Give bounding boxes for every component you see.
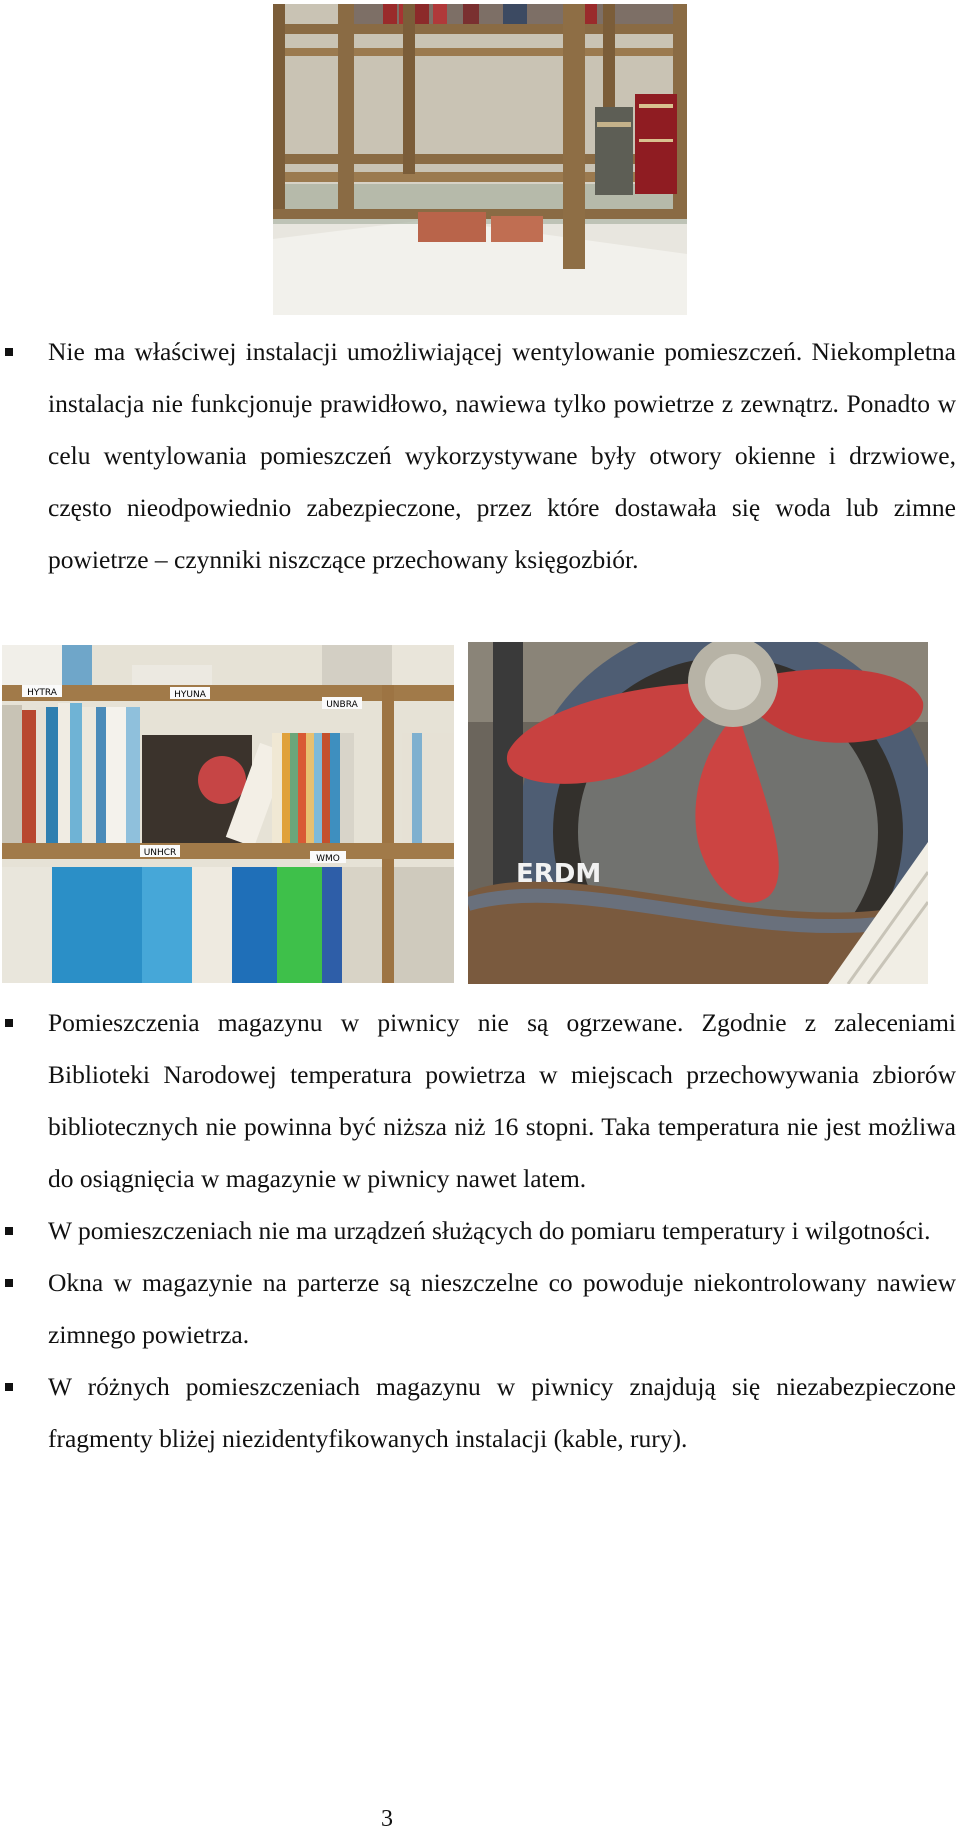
bookshelf-labels-icon: [2, 645, 454, 983]
bullet-text: Pomieszczenia magazynu w piwnicy nie są ogrzewane. Zgodnie z zaleceniami Biblioteki Narodowej temperatura powietrza w miejscach przechowywania zbiorów bibliotecznych nie powinna być niższa niż 16 stopni. Taka temperatura nie jest możliwa do osiągnięcia w magazynie w piwnicy nawet latem.: [48, 1008, 956, 1193]
ventilation-fan-photo: [468, 642, 928, 984]
bullet-item: [0, 1205, 960, 1257]
shelf-label: UNBRA: [326, 700, 358, 710]
bullet-text: Nie ma właściwej instalacji umożliwiającej wentylowanie pomieszczeń. Niekompletna instalacja nie funkcjonuje prawidłowo, nawiewa tylko powietrze z zewnątrz. Ponadto w celu wentylowania pomieszczeń wykorzystywane były otwory okienne i drzwiowe, często nieodpowiednio zabezpieczone, przez które dostawała się woda lub zimne powietrze – czynniki niszczące przechowany księgozbiór.: [48, 337, 956, 574]
basement-shelving-photo: [273, 4, 687, 315]
bullet-square-icon: [5, 1279, 13, 1287]
shelf-label: UNHCR: [143, 848, 177, 858]
bookshelf-labels-photo: [2, 645, 454, 983]
bullet-square-icon: [5, 1383, 13, 1391]
bullet-text: W pomieszczeniach nie ma urządzeń służących do pomiaru temperatury i wilgotności.: [48, 1216, 931, 1245]
bullet-list-conditions: [0, 997, 960, 1465]
bullet-text: W różnych pomieszczeniach magazynu w piwnicy znajdują się niezabezpieczone fragmenty bliżej niezidentyfikowanych instalacji (kable, rury).: [48, 1372, 956, 1453]
shelf-label: WMO: [316, 854, 340, 864]
shelf-label: HYUNA: [174, 690, 206, 700]
basement-shelving-icon: [273, 4, 687, 315]
bullet-text: Okna w magazynie na parterze są nieszczelne co powoduje niekontrolowany nawiew zimnego powietrza.: [48, 1268, 956, 1349]
bullet-item: [0, 1361, 960, 1465]
bullet-square-icon: [5, 1019, 13, 1027]
shelf-label: HYTRA: [27, 688, 57, 698]
bullet-item: [0, 326, 960, 586]
ventilation-fan-icon: [468, 642, 928, 984]
bullet-square-icon: [5, 348, 13, 356]
bullet-list-ventilation: [0, 326, 960, 586]
bullet-item: [0, 1257, 960, 1361]
page-number: 3: [381, 1806, 393, 1832]
fan-brand-label: ERDM: [516, 859, 602, 889]
bullet-square-icon: [5, 1227, 13, 1235]
bullet-item: [0, 997, 960, 1205]
